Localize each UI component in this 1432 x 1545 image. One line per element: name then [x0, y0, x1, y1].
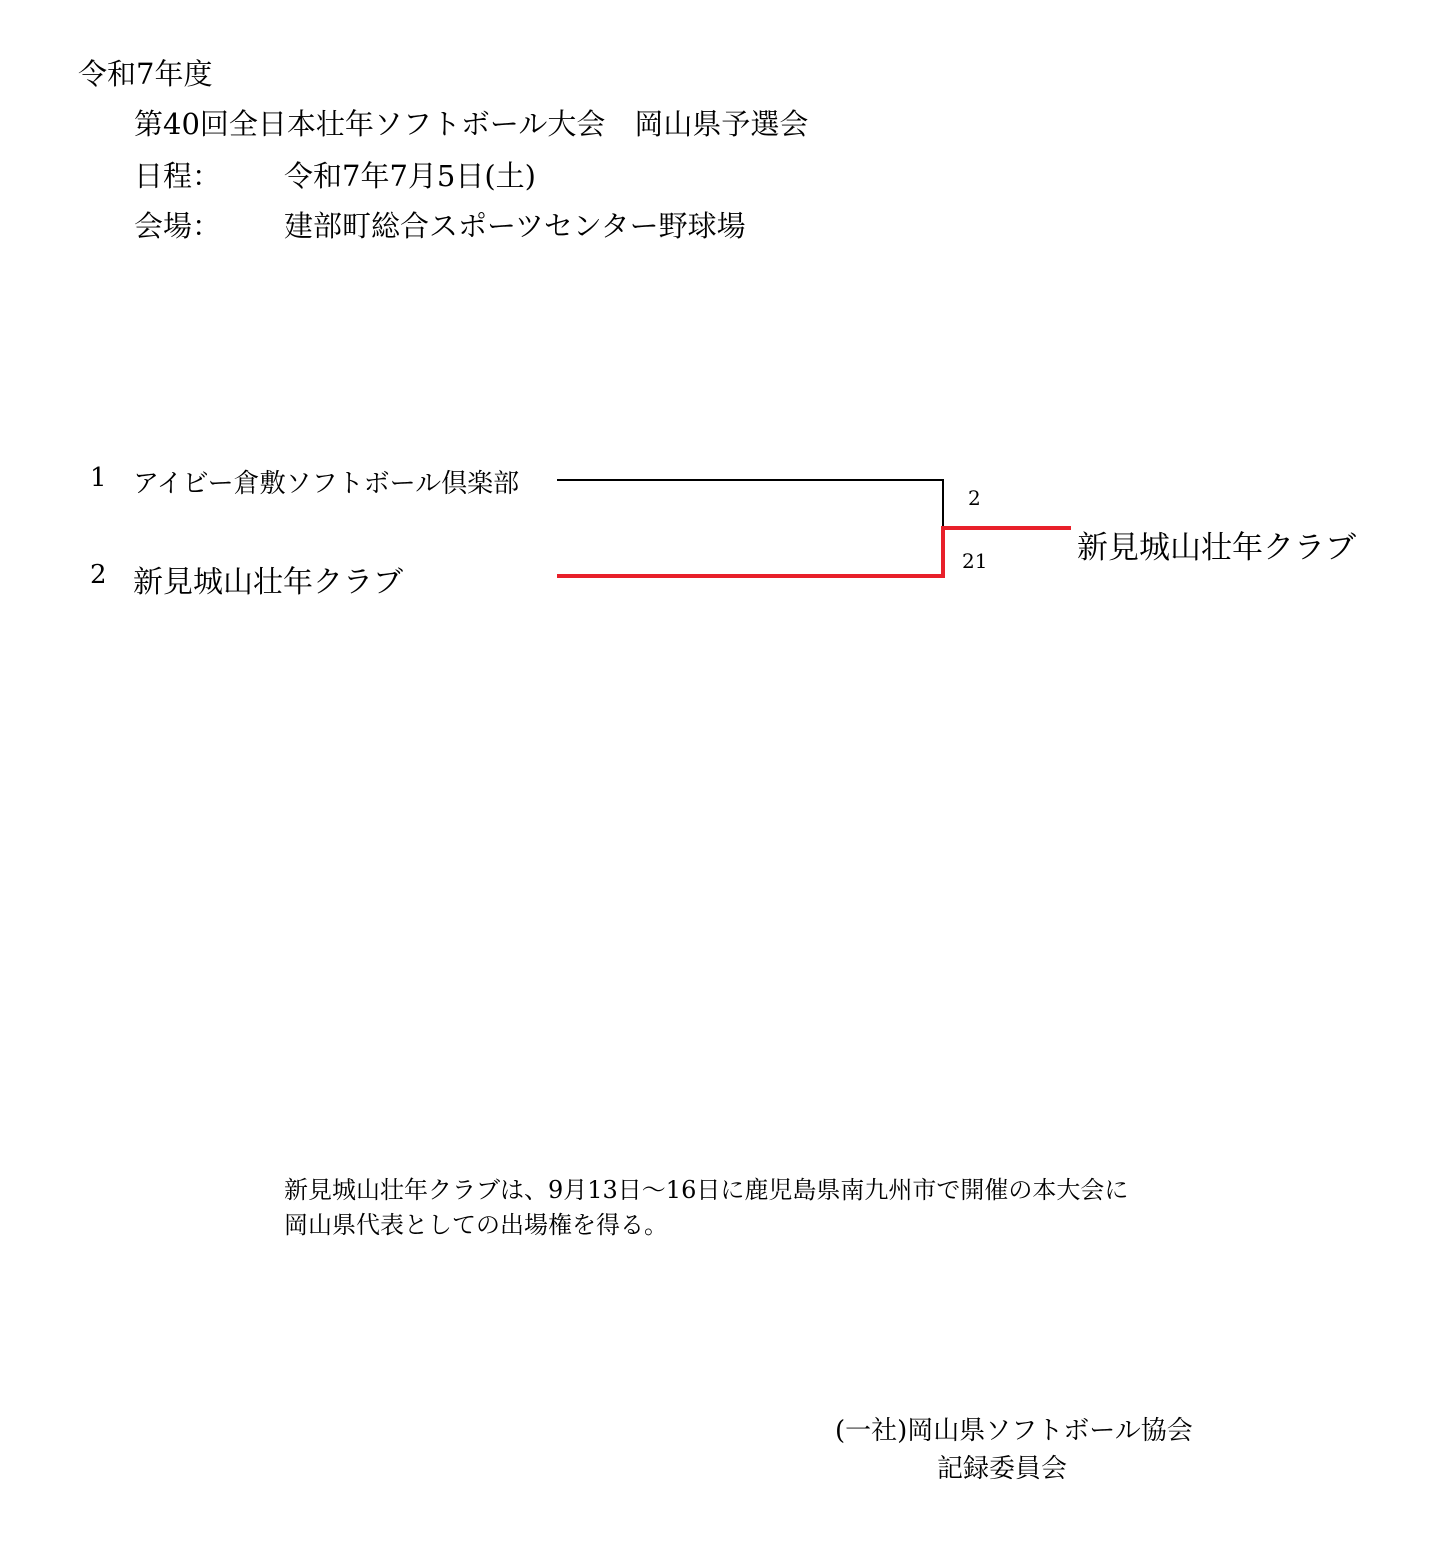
- date-label: 日程：: [134, 159, 222, 193]
- organization-name: (一社)岡山県ソフトボール協会: [835, 1416, 1193, 1446]
- venue-label: 会場：: [134, 209, 222, 243]
- qualification-note-line-2: 岡山県代表としての出場権を得る。: [284, 1211, 668, 1239]
- qualification-note-line-1: 新見城山壮年クラブは、9月13日～16日に鹿児島県南九州市で開催の本大会に: [284, 1176, 1129, 1204]
- team-1-score: 2: [968, 486, 981, 510]
- date-value: 令和7年7月5日(土): [284, 159, 536, 193]
- team-2-seed: 2: [90, 560, 107, 590]
- winner-name: 新見城山壮年クラブ: [1077, 530, 1356, 566]
- bracket-line-team-1: [557, 480, 943, 527]
- tournament-title: 第40回全日本壮年ソフトボール大会 岡山県予選会: [134, 107, 809, 141]
- committee-name: 記録委員会: [937, 1454, 1068, 1484]
- team-2-score: 21: [962, 549, 988, 573]
- venue-value: 建部町総合スポーツセンター野球場: [284, 209, 746, 243]
- team-2-name: 新見城山壮年クラブ: [133, 565, 403, 600]
- fiscal-year-heading: 令和7年度: [78, 57, 213, 91]
- bracket-line-team-2-winner: [557, 528, 1071, 576]
- team-1-name: アイビー倉敷ソフトボール倶楽部: [133, 469, 520, 499]
- team-1-seed: 1: [90, 463, 107, 493]
